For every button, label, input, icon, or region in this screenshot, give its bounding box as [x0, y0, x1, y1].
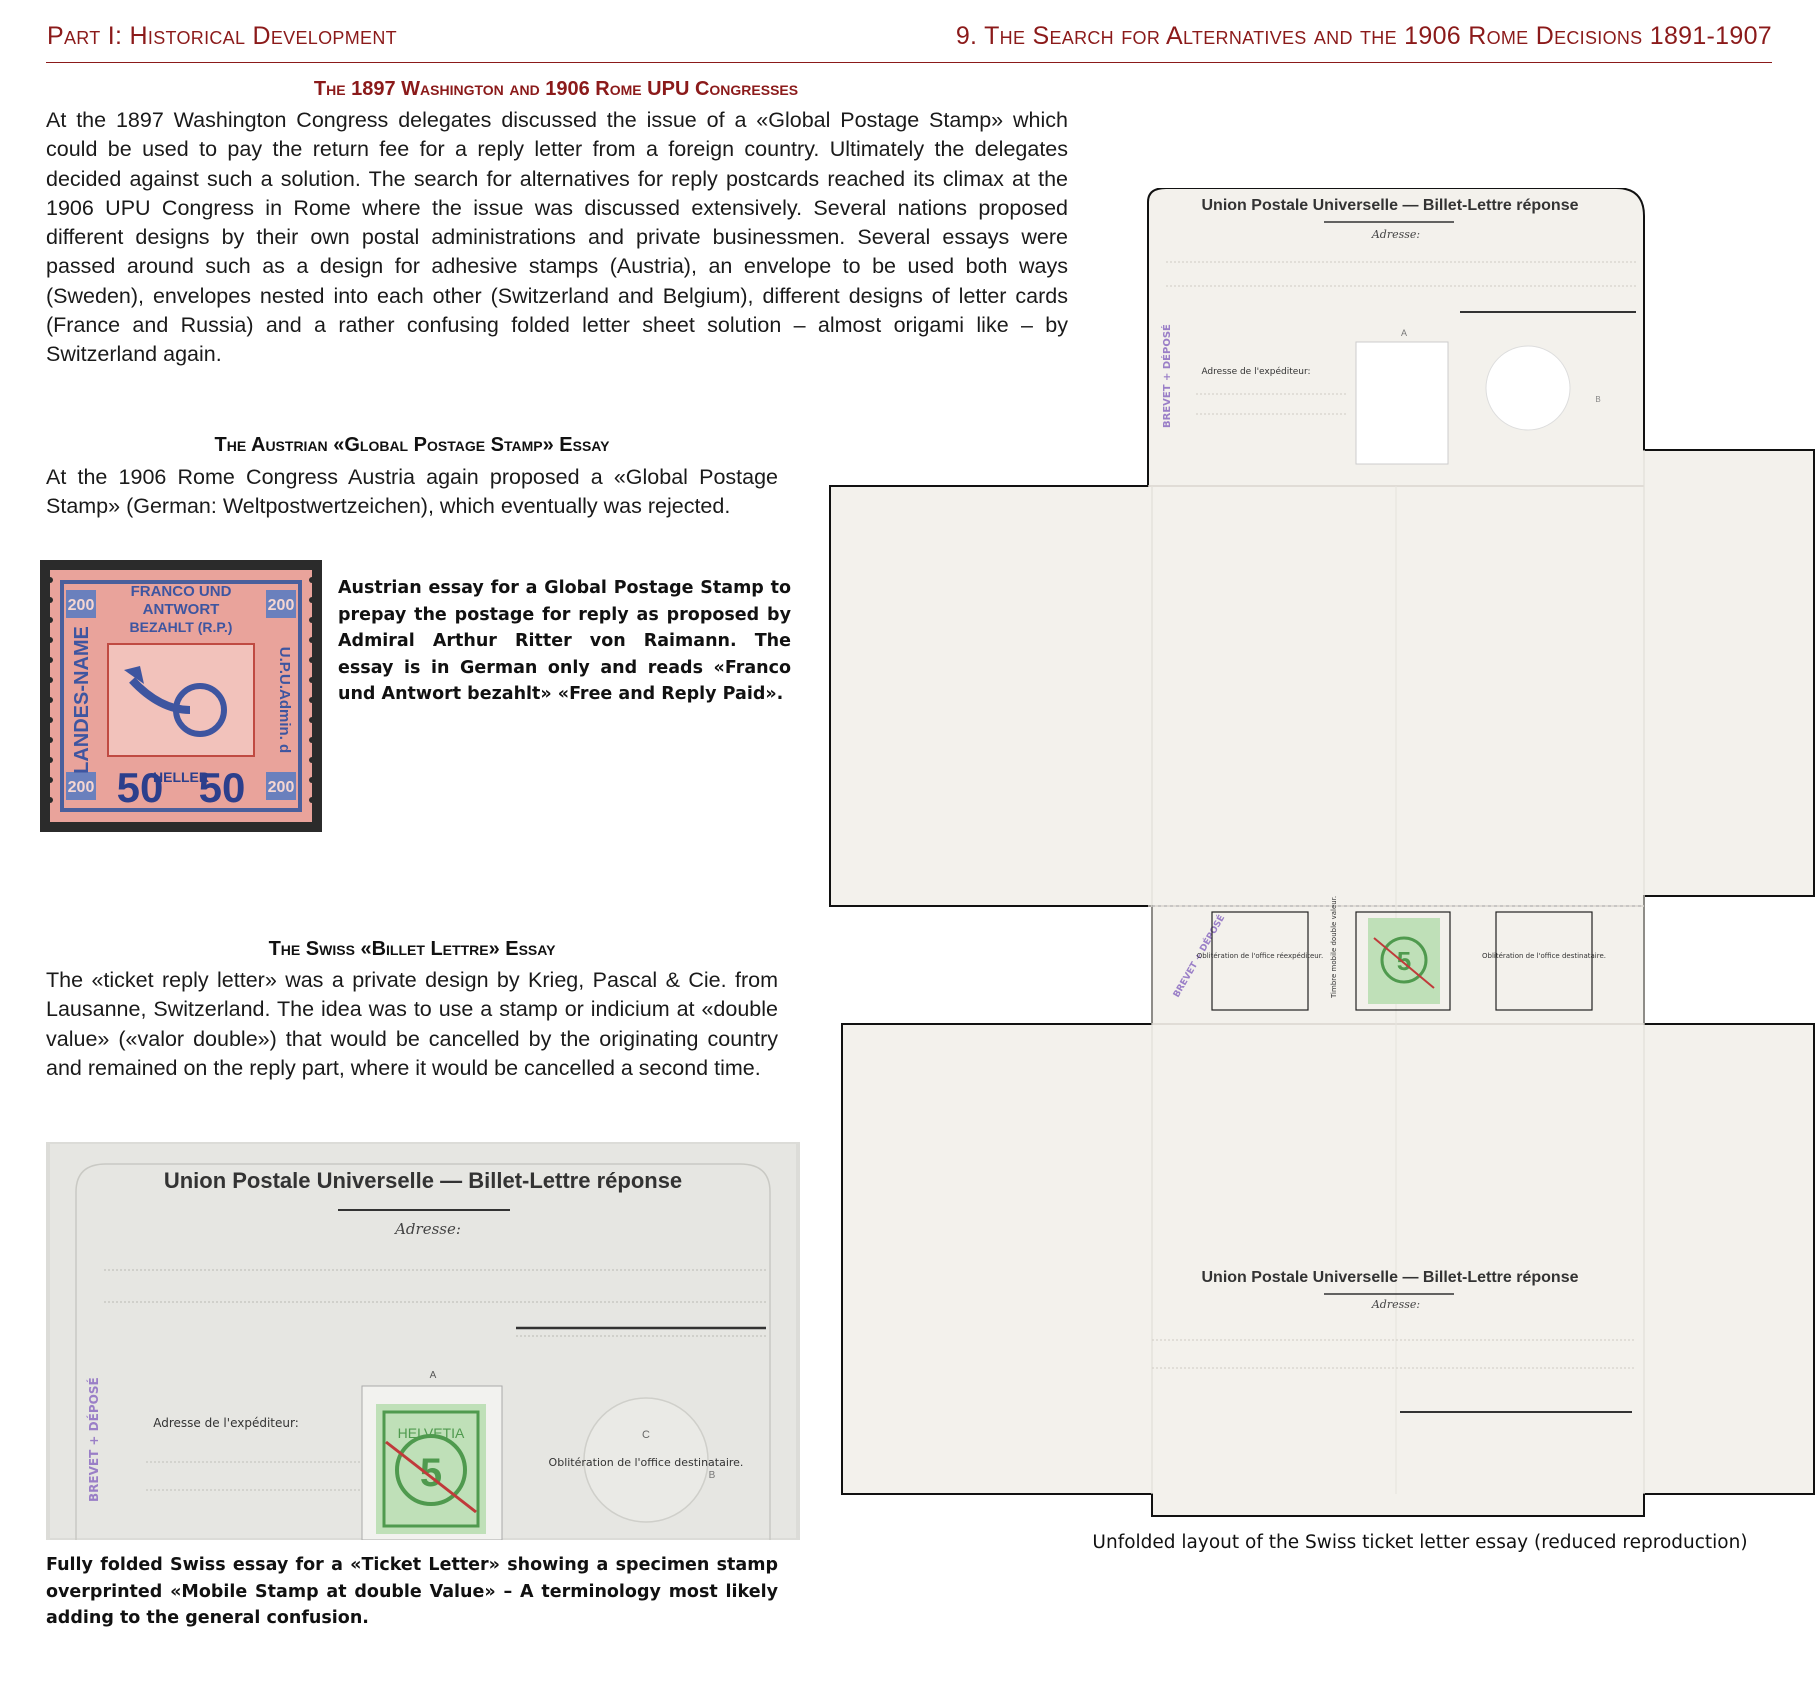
- unfolded-swiss-stamp-icon: [1368, 918, 1440, 1004]
- stamp-corner-bl: 200: [67, 779, 95, 796]
- unfolded-label-a: A: [1400, 328, 1408, 338]
- folded-brevet-stamp: BREVET + DÉPOSÉ: [87, 1377, 101, 1502]
- unfolded-heading-top: Union Postale Universelle — Billet-Lettre réponse: [1201, 197, 1579, 214]
- section-body-congresses: At the 1897 Washington Congress delegates discussed the issue of a «Global Postage Stamp» which could be used to pay the return fee for a reply letter from a foreign country. Ultimately the delegates decided against such a solution. The search for alternatives for reply postcards reached its climax at the 1906 UPU Congress in Rome where the issue was discussed extensively. Several nations proposed different designs by their own postal administrations and private businessmen. Several essays were passed around such as a design for adhesive stamps (Austria), an envelope to be used both ways (Sweden), envelopes nested into each other (Switzerland and Belgium), different designs of letter cards (France and Russia) and a rather confusing folded letter sheet solution – almost origami like – by Switzerland again.: [46, 108, 1068, 367]
- stamp-corner-tl: 200: [67, 597, 95, 614]
- folded-letter-image: [46, 1142, 800, 1540]
- stamp-currency: HELLER: [153, 769, 209, 785]
- unfolded-heading-bottom: Union Postale Universelle — Billet-Lettre réponse: [1201, 1269, 1579, 1286]
- stamp-top-line2: ANTWORT: [142, 601, 220, 618]
- folded-obliteration-dest: Oblitération de l'office destinataire.: [548, 1456, 744, 1469]
- stamp-corner-br: 200: [267, 779, 295, 796]
- unfolded-letter-image: [826, 188, 1816, 1528]
- folded-label-a: A: [429, 1370, 437, 1381]
- section-title-congresses: The 1897 Washington and 1906 Rome UPU Congresses: [313, 78, 799, 100]
- header-part-title: Part I: Historical Development: [47, 22, 397, 50]
- folded-stamp-text: HELVETIA: [397, 1425, 465, 1441]
- section-title-swiss-essay: The Swiss «Billet Lettre» Essay: [268, 938, 556, 960]
- unfolded-brevet-top: BREVET + DÉPOSÉ: [1162, 324, 1173, 428]
- unfolded-brevet-mid: BREVET + DÉPOSÉ: [1171, 913, 1228, 1000]
- stamp-value-left: 50: [116, 764, 164, 811]
- unfolded-adresse-top: Adresse:: [1371, 228, 1421, 241]
- folded-heading: Union Postale Universelle — Billet-Lettre réponse: [163, 1168, 683, 1193]
- unfolded-expediteur-label: Adresse de l'expéditeur:: [1201, 367, 1311, 377]
- section-body-austrian-essay: At the 1906 Rome Congress Austria again proposed a «Global Postage Stamp» (German: Weltpostwertzeichen), which eventually was rejected.: [46, 465, 778, 519]
- stamp-right-text: U.P.U.Admin. d: [276, 646, 293, 754]
- folded-label-c: C: [642, 1429, 650, 1441]
- svg-text:5: 5: [419, 1451, 443, 1495]
- section-body-swiss-essay: The «ticket reply letter» was a private design by Krieg, Pascal & Cie. from Lausanne, Switzerland. The idea was to use a stamp or indicium at «double value» («valor double») that would be cancelled by the originating country and remained on the reply part, where it would be cancelled a second time.: [46, 968, 778, 1080]
- unfolded-label-b: B: [1595, 395, 1601, 404]
- unfolded-letter-caption: Unfolded layout of the Swiss ticket letter essay (reduced reproduction): [1092, 1532, 1748, 1553]
- stamp-left-text: LANDES-NAME: [71, 626, 93, 774]
- svg-text:5: 5: [1396, 946, 1412, 976]
- header-rule: [46, 62, 1772, 63]
- stamp-top-line1: FRANCO UND: [130, 583, 232, 600]
- stamp-value-right: 50: [198, 764, 246, 811]
- austrian-stamp-image: [40, 560, 322, 832]
- unfolded-obliteration-exp: Oblitération de l'office réexpéditeur.: [1196, 952, 1324, 960]
- folded-adresse: Adresse:: [395, 1220, 461, 1238]
- folded-label-b: B: [708, 1470, 716, 1481]
- unfolded-timbre-label: Timbre mobile double valeur.: [1330, 895, 1338, 998]
- folded-expediteur-label: Adresse de l'expéditeur:: [153, 1416, 299, 1430]
- folded-letter-caption: Fully folded Swiss essay for a «Ticket Letter» showing a specimen stamp overprinted «Mobile Stamp at double Value» – A terminology most likely adding to the general confusion.: [46, 1555, 778, 1628]
- stamp-corner-tr: 200: [267, 597, 295, 614]
- swiss-stamp-icon: [376, 1404, 486, 1534]
- section-title-austrian-essay: The Austrian «Global Postage Stamp» Essay: [214, 434, 610, 456]
- stamp-top-line3: BEZAHLT (R.P.): [129, 619, 233, 635]
- austrian-stamp-caption: Austrian essay for a Global Postage Stamp to prepay the postage for reply as proposed by Admiral Arthur Ritter von Raimann. The essay is in German only and reads «Franco und Antwort bezahlt» «Free and Reply Paid».: [338, 578, 791, 704]
- header-chapter-title: 9. The Search for Alternatives and the 1906 Rome Decisions 1891-1907: [955, 22, 1772, 50]
- unfolded-obliteration-dest: Oblitération de l'office destinataire.: [1481, 952, 1607, 960]
- unfolded-adresse-bottom: Adresse:: [1371, 1298, 1421, 1311]
